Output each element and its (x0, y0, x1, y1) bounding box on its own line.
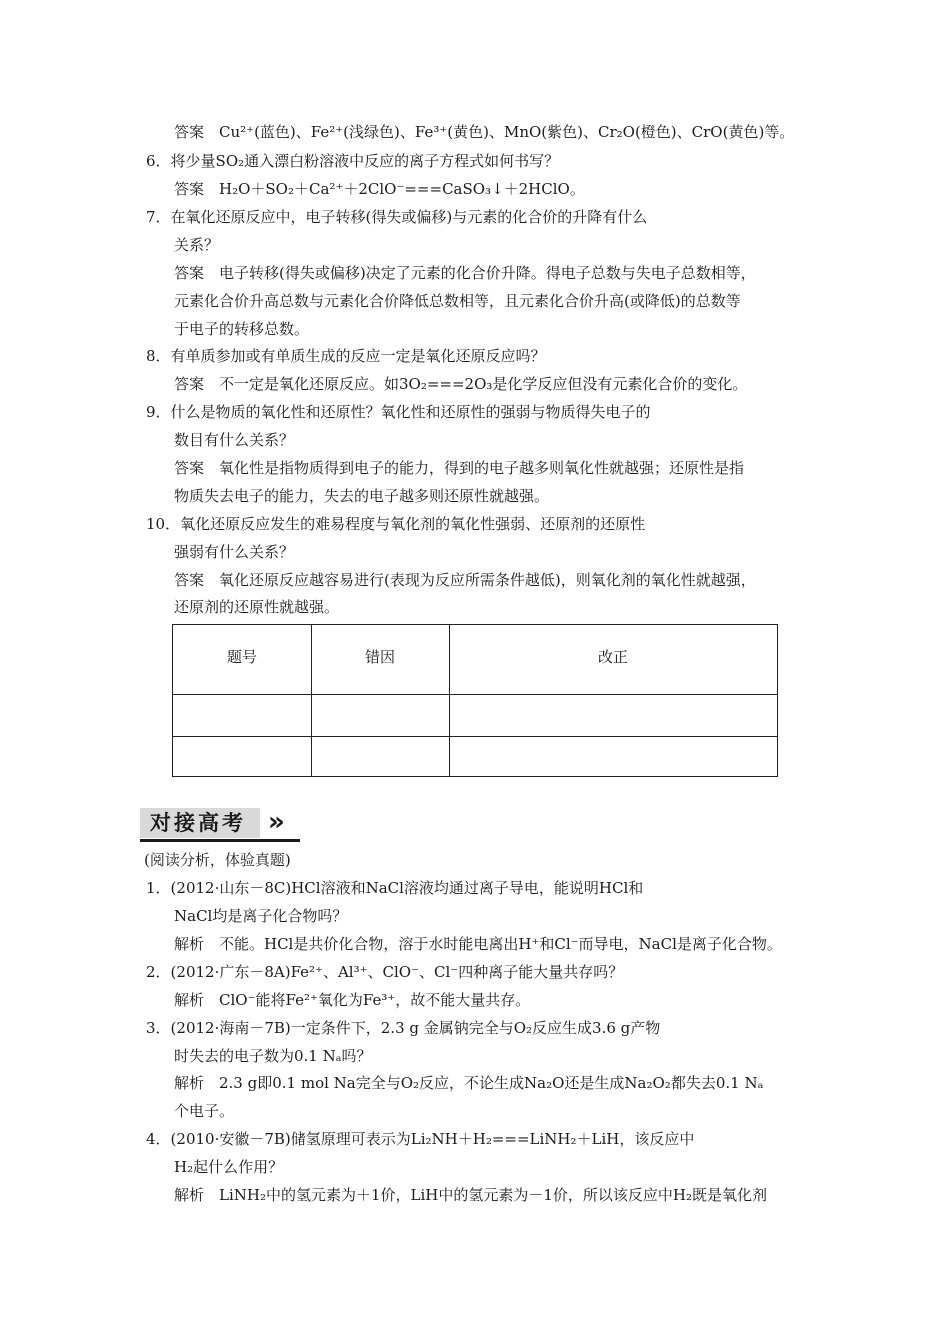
section-banner (140, 808, 300, 842)
table-divider (311, 625, 312, 776)
question-10-line1: 10．氧化还原反应发生的难易程度与氧化剂的氧化性强弱、还原剂的还原性 (146, 515, 646, 533)
table-row (173, 694, 777, 737)
table-header-row (173, 625, 777, 695)
answer-5: 答案 Cu²⁺(蓝色)、Fe²⁺(浅绿色)、Fe³⁺(黄色)、MnO(紫色)、Cr₂O(橙色)、CrO(黄色)等。 (174, 123, 795, 141)
exam-analysis-1: 解析 不能。HCl是共价化合物，溶于水时能电离出H⁺和Cl⁻而导电，NaCl是离子化合物。 (174, 935, 782, 953)
answer-7-line3: 于电子的转移总数。 (174, 320, 310, 338)
exam-question-4-line2: H₂起什么作用？ (174, 1158, 284, 1176)
exam-question-1-line1: 1．(2012·山东－8C)HCl溶液和NaCl溶液均通过离子导电，能说明HCl和 (146, 879, 644, 897)
error-correction-table (172, 624, 778, 777)
exam-question-2: 2．(2012·广东－8A)Fe²⁺、Al³⁺、ClO⁻、Cl⁻四种离子能大量共存吗？ (146, 963, 624, 981)
double-chevron-icon: » (268, 807, 285, 837)
question-7-line2: 关系？ (174, 236, 220, 254)
exam-question-4-line1: 4．(2010·安徽－7B)储氢原理可表示为Li₂NH＋H₂===LiNH₂＋LiH，该反应中 (146, 1130, 695, 1148)
exam-analysis-3-line1: 解析 2.3 g即0.1 mol Na完全与O₂反应，不论生成Na₂O还是生成Na₂O₂都失去0.1 Nₐ (174, 1074, 764, 1092)
answer-8: 答案 不一定是氧化还原反应。如3O₂===2O₃是化学反应但没有元素化合价的变化。 (174, 375, 748, 393)
question-9-line2: 数目有什么关系？ (174, 431, 295, 449)
question-7-line1: 7．在氧化还原反应中，电子转移(得失或偏移)与元素的化合价的升降有什么 (146, 208, 648, 226)
answer-7-line2: 元素化合价升高总数与元素化合价降低总数相等，且元素化合价升高(或降低)的总数等 (174, 292, 741, 310)
exam-analysis-4: 解析 LiNH₂中的氢元素为＋1价，LiH中的氢元素为－1价，所以该反应中H₂既是氧化剂 (174, 1186, 768, 1204)
banner-underline (140, 839, 300, 842)
answer-6: 答案 H₂O＋SO₂＋Ca²⁺＋2ClO⁻===CaSO₃↓＋2HClO。 (174, 180, 585, 198)
table-header-number: 题号 (226, 648, 257, 666)
table-divider (449, 625, 450, 776)
section-subtitle: (阅读分析，体验真题) (144, 851, 291, 869)
table-header-correction: 改正 (597, 648, 628, 666)
question-10-line2: 强弱有什么关系？ (174, 543, 295, 561)
exam-analysis-3-line2: 个电子。 (174, 1102, 235, 1120)
section-title: 对接高考 (150, 811, 246, 835)
answer-10-line2: 还原剂的还原性就越强。 (174, 598, 340, 616)
answer-9-line2: 物质失去电子的能力，失去的电子越多则还原性就越强。 (174, 487, 550, 505)
exam-question-3-line1: 3．(2012·海南－7B)一定条件下，2.3 g 金属钠完全与O₂反应生成3.6 g产物 (146, 1019, 661, 1037)
table-header-cause: 错因 (364, 648, 395, 666)
exam-analysis-2: 解析 ClO⁻能将Fe²⁺氧化为Fe³⁺，故不能大量共存。 (174, 991, 531, 1009)
question-6: 6．将少量SO₂通入漂白粉溶液中反应的离子方程式如何书写？ (146, 152, 560, 170)
exam-question-1-line2: NaCl均是离子化合物吗？ (174, 907, 348, 925)
answer-9-line1: 答案 氧化性是指物质得到电子的能力，得到的电子越多则氧化性就越强；还原性是指 (174, 459, 745, 477)
answer-7-line1: 答案 电子转移(得失或偏移)决定了元素的化合价升降。得电子总数与失电子总数相等， (174, 264, 756, 282)
exam-question-3-line2: 时失去的电子数为0.1 Nₐ吗？ (174, 1047, 372, 1065)
question-9-line1: 9．什么是物质的氧化性和还原性？氧化性和还原性的强弱与物质得失电子的 (146, 403, 651, 421)
answer-10-line1: 答案 氧化还原反应越容易进行(表现为反应所需条件越低)，则氧化剂的氧化性就越强， (174, 571, 756, 589)
question-8: 8．有单质参加或有单质生成的反应一定是氧化还原反应吗？ (146, 347, 546, 365)
